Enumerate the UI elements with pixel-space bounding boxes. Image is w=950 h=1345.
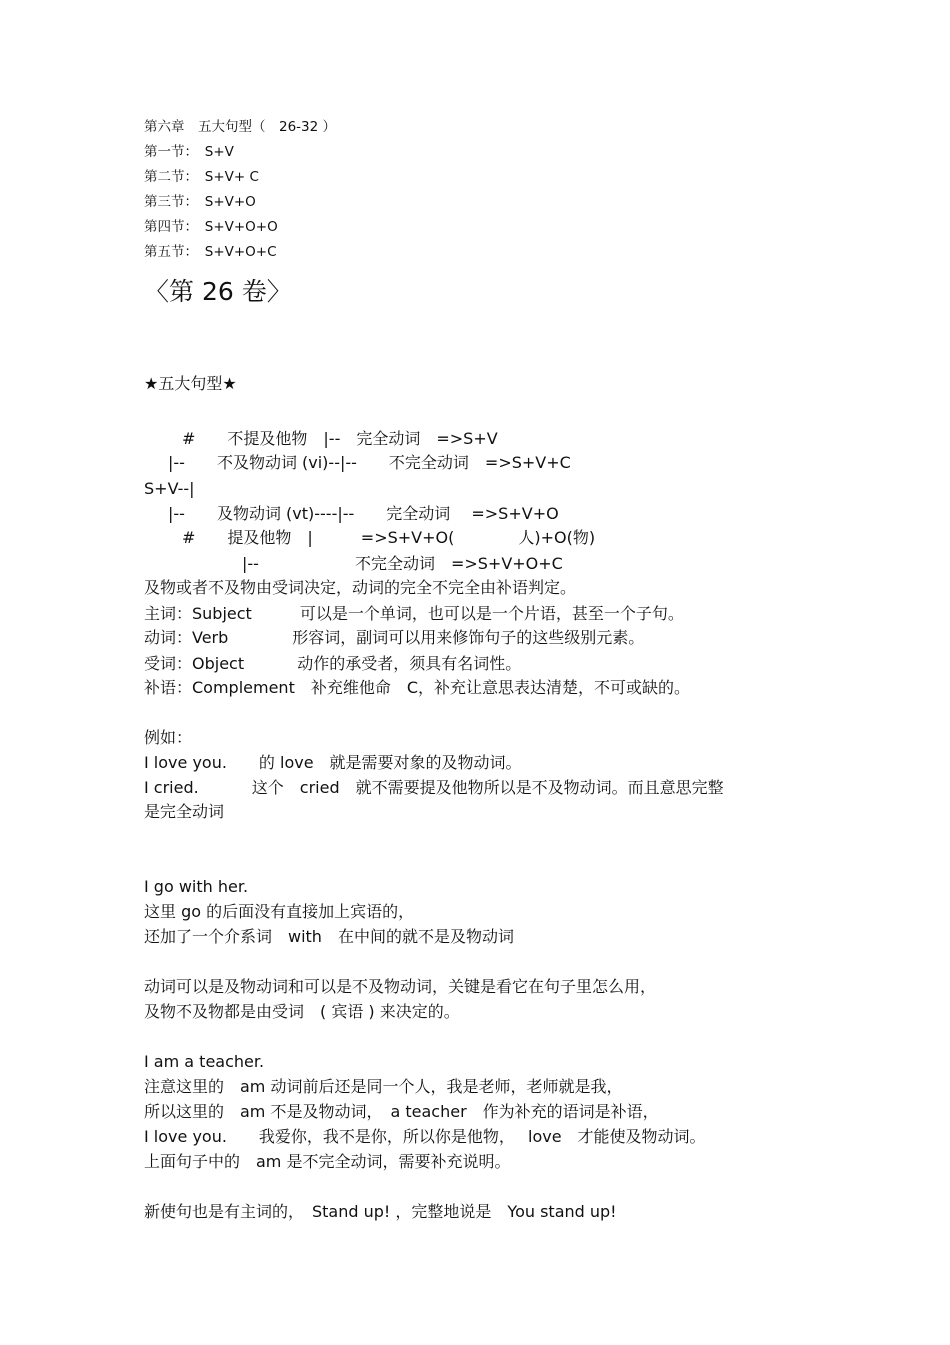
paragraph-line: I am a teacher. (144, 1052, 265, 1071)
paragraph-line: 例如： (144, 728, 193, 747)
paragraph-line: 新使句也是有主词的， Stand up! ，完整地说是 You stand up! (144, 1202, 617, 1221)
paragraph-line: 还加了一个介系词 with 在中间的就不是及物动词 (144, 927, 514, 946)
toc-section-3: 第三节： S+V+O (144, 194, 256, 210)
paragraph-line: 动词可以是及物动词和可以是不及物动词，关键是看它在句子里怎么用， (144, 977, 657, 996)
paragraph-line: 这里 go 的后面没有直接加上宾语的， (144, 902, 415, 921)
paragraph-line: 动词：Verb 形容词，副词可以用来修饰句子的这些级别元素。 (144, 628, 645, 647)
toc-section-5: 第五节： S+V+O+C (144, 244, 277, 260)
paragraph-line: I cried. 这个 cried 就不需要提及他物所以是不及物动词。而且意思完整 (144, 778, 724, 797)
tree-line-2: |-- 不及物动词 (vi)--|-- 不完全动词 =>S+V+C (168, 453, 571, 472)
toc-section-1: 第一节： S+V (144, 144, 234, 160)
toc-section-2: 第二节： S+V+ C (144, 169, 259, 185)
tree-line-6: |-- 不完全动词 =>S+V+O+C (242, 554, 563, 573)
tree-line-3: S+V--| (144, 479, 195, 498)
chapter-title: 第六章 五大句型（ 26-32 ） (144, 119, 337, 135)
paragraph-line: 受词：Object 动作的承受者，须具有名词性。 (144, 654, 522, 673)
tree-line-5: # 提及他物 | =>S+V+O( 人)+O(物) (182, 528, 596, 547)
paragraph-line: 注意这里的 am 动词前后还是同一个人，我是老师，老师就是我， (144, 1077, 623, 1096)
paragraph-line: 补语：Complement 补充维他命 C，补充让意思表达清楚，不可或缺的。 (144, 678, 691, 697)
tree-line-4: |-- 及物动词 (vt)----|-- 完全动词 =>S+V+O (168, 504, 559, 523)
paragraph-line: 及物或者不及物由受词决定，动词的完全不完全由补语判定。 (144, 578, 577, 597)
paragraph-line: 上面句子中的 am 是不完全动词，需要补充说明。 (144, 1152, 511, 1171)
paragraph-line: I go with her. (144, 877, 249, 896)
paragraph-line: 是完全动词 (144, 802, 225, 821)
toc-section-4: 第四节： S+V+O+O (144, 219, 278, 235)
paragraph-line: 主词：Subject 可以是一个单词，也可以是一个片语，甚至一个子句。 (144, 604, 684, 623)
paragraph-line: I love you. 我爱你，我不是你，所以你是他物， love 才能使及物动词。 (144, 1127, 706, 1146)
tree-line-1: # 不提及他物 |-- 完全动词 =>S+V (182, 429, 498, 448)
paragraph-line: 及物不及物都是由受词 ( 宾语 ) 来决定的。 (144, 1002, 460, 1021)
paragraph-line: I love you. 的 love 就是需要对象的及物动词。 (144, 753, 522, 772)
section-heading: ★五大句型★ (144, 374, 237, 393)
volume-title: 〈第 26 卷〉 (144, 277, 292, 306)
paragraph-line: 所以这里的 am 不是及物动词， a teacher 作为补充的语词是补语， (144, 1102, 659, 1121)
